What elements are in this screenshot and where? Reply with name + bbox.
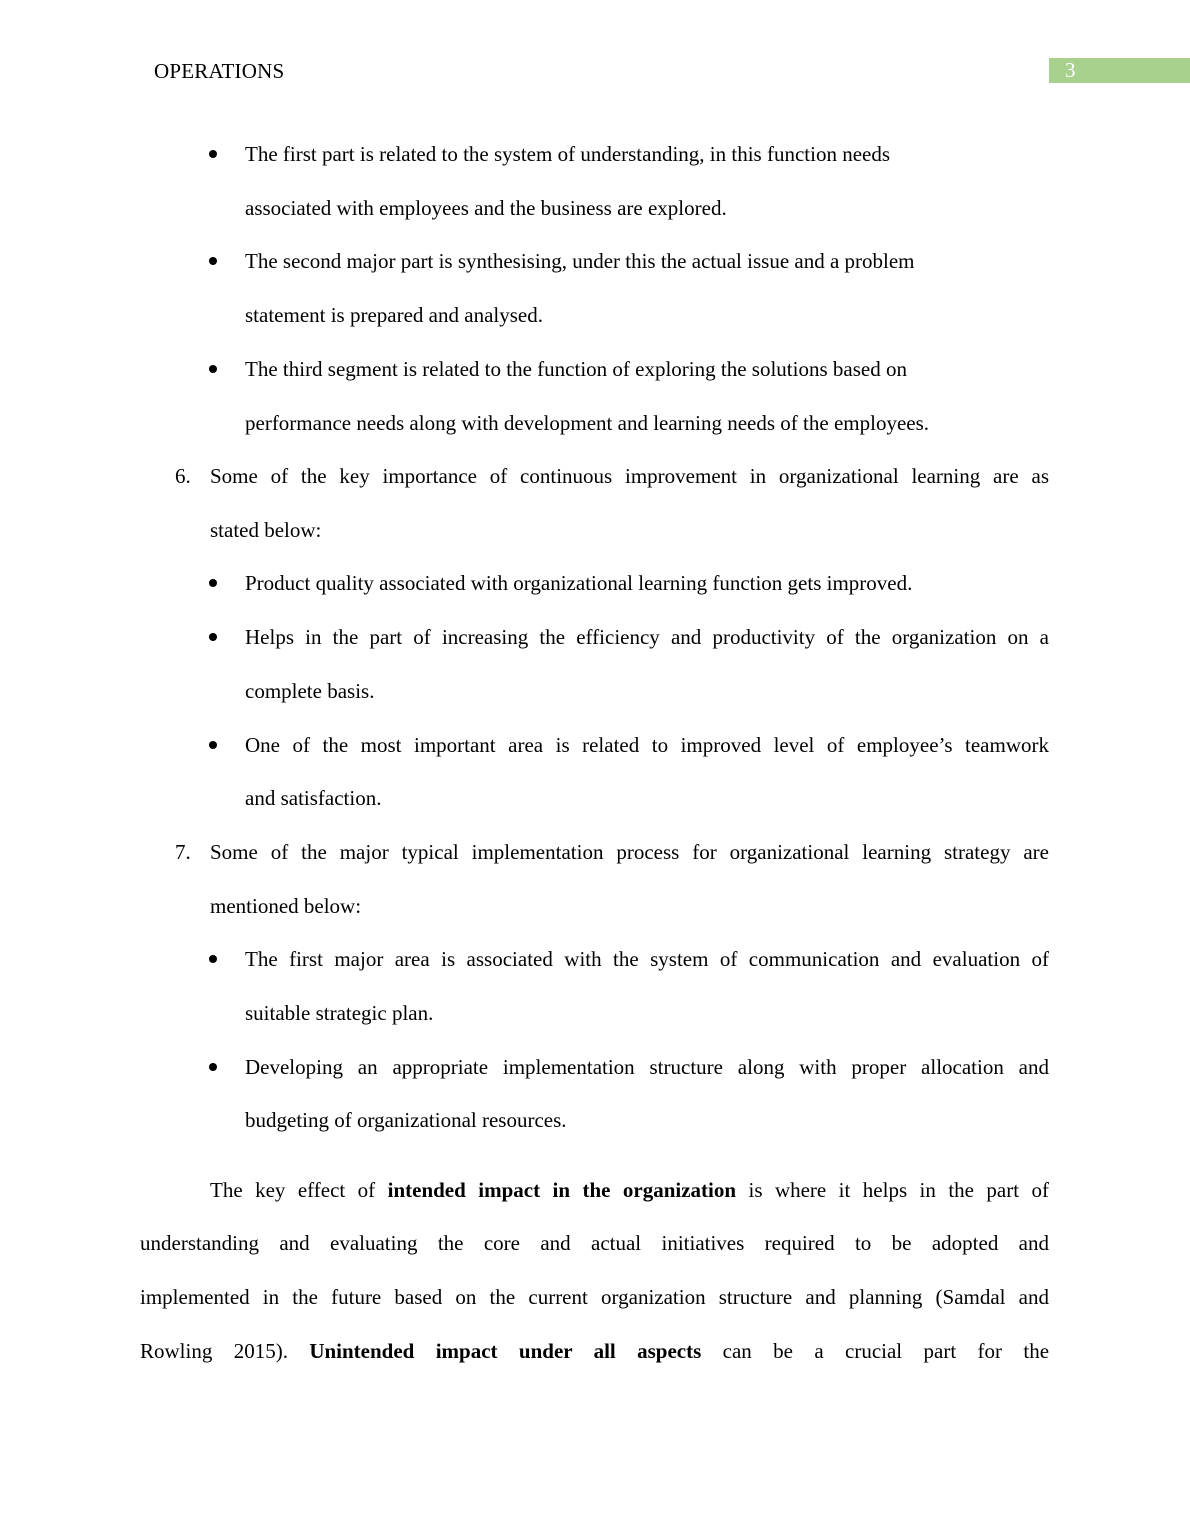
paragraph-line: understanding and evaluating the core and actual initiatives required to be adopted and [140, 1231, 1049, 1255]
list-item-text: Helps in the part of increasing the efficiency and productivity of the organization on a [245, 625, 1049, 649]
list-item-text: Some of the key importance of continuous improvement in organizational learning are as [210, 464, 1049, 488]
list-number: 6. [175, 464, 191, 488]
list-item-text: mentioned below: [210, 894, 362, 918]
bullet-icon [209, 633, 217, 641]
list-item-text: One of the most important area is related to improved level of employee’s teamwork [245, 733, 1049, 757]
bold-term: intended impact in the organization [387, 1178, 737, 1202]
list-item-text: The first major area is associated with the system of communication and evaluation of [245, 947, 1049, 971]
list-item-text: performance needs along with development and learning needs of the employees. [245, 411, 930, 435]
list-number: 7. [175, 840, 191, 864]
list-item-text: Product quality associated with organizational learning function gets improved. [245, 571, 913, 595]
list-item-text: statement is prepared and analysed. [245, 303, 543, 327]
list-item-text: suitable strategic plan. [245, 1001, 434, 1025]
list-item-text: budgeting of organizational resources. [245, 1108, 567, 1132]
paragraph-line: The key effect of intended impact in the organization is where it helps in the part of [210, 1178, 1049, 1202]
bullet-icon [209, 150, 217, 158]
list-item-text: The third segment is related to the function of exploring the solutions based on [245, 357, 907, 381]
bold-term: Unintended impact under all aspects [309, 1339, 702, 1363]
running-head: OPERATIONS [154, 59, 285, 83]
list-item-text: The first part is related to the system of understanding, in this function needs [245, 142, 891, 166]
list-item-text: and satisfaction. [245, 786, 382, 810]
bullet-icon [209, 579, 217, 587]
list-item-text: stated below: [210, 518, 322, 542]
list-item-text: Some of the major typical implementation process for organizational learning strategy are [210, 840, 1049, 864]
bullet-icon [209, 1063, 217, 1071]
paragraph-line: Rowling 2015). Unintended impact under all aspects can be a crucial part for the [140, 1339, 1050, 1363]
bullet-icon [209, 365, 217, 373]
bullet-icon [209, 955, 217, 963]
list-item-text: The second major part is synthesising, under this the actual issue and a problem [245, 249, 915, 273]
bullet-icon [209, 257, 217, 265]
list-item-text: associated with employees and the business are explored. [245, 196, 727, 220]
bullet-icon [209, 741, 217, 749]
list-item-text: Developing an appropriate implementation structure along with proper allocation and [245, 1055, 1049, 1079]
list-item-text: complete basis. [245, 679, 375, 703]
page-number: 3 [1049, 58, 1190, 83]
paragraph-line: implemented in the future based on the current organization structure and planning (Samdal and [140, 1285, 1049, 1309]
